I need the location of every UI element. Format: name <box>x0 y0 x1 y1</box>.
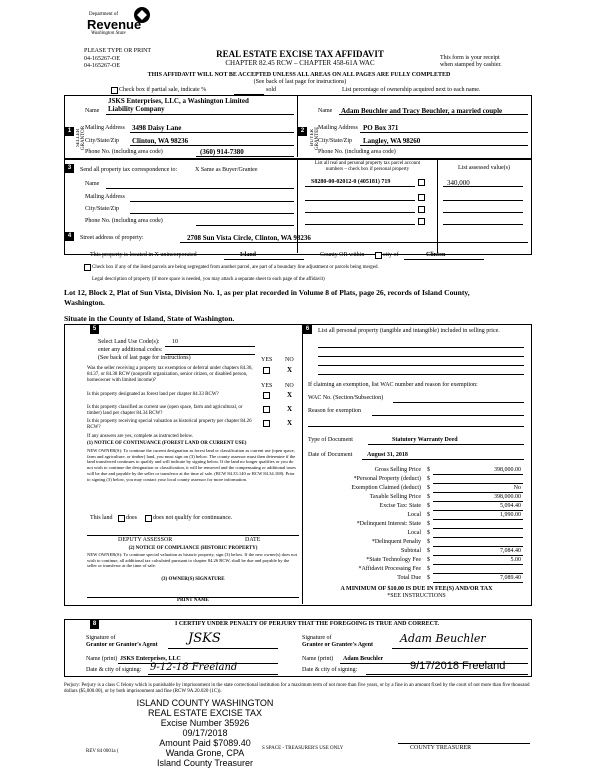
section-1-badge: 1 <box>65 127 74 136</box>
doc-date: August 31, 2018 <box>367 452 408 458</box>
seller-mailing: 3498 Daisy Lane <box>132 124 182 132</box>
parcel-personal-checkbox-2[interactable] <box>418 194 425 201</box>
grantee-date-label: Date & city of signing: <box>302 667 358 673</box>
q3-no-answer: X <box>287 405 293 413</box>
segregated-label: Check box if any of the listed parcels are being segregated from another parcel, are part of a boundary line adjustment or parcels being merged. <box>92 265 379 270</box>
tax-table <box>303 466 529 583</box>
q2-yes-checkbox[interactable] <box>263 392 270 399</box>
stamp-line-6: Wanda Grone, CPA <box>165 748 245 758</box>
tax-row <box>303 466 529 475</box>
section-3-badge: 3 <box>65 164 74 173</box>
buyer-city: Langley, WA 98260 <box>363 137 421 145</box>
land-use-code: 10 <box>172 339 178 345</box>
buyer-mailing: PO Box 371 <box>363 124 399 132</box>
tax-row-value: 7,084.40 <box>500 548 521 554</box>
tax-row-value: 7,089.40 <box>500 575 521 581</box>
partial-sale-label: Check box if partial sale, indicate % <box>119 87 207 93</box>
dor-logo <box>83 6 153 46</box>
q1-no-answer: X <box>287 366 293 374</box>
dept-line: Department of <box>89 12 119 17</box>
section-5-badge: 5 <box>90 325 99 334</box>
yes-header-1: YES <box>261 357 273 363</box>
tax-row-label: *Delinquent Interest: State <box>356 521 421 527</box>
this-land-label: This land <box>90 515 113 521</box>
seller-city: Clinton, WA 98236 <box>132 137 189 145</box>
tax-row <box>303 547 529 556</box>
parcel-number: S8280-00-02012-0 (405181) 719 <box>311 179 391 185</box>
does-label: does <box>126 515 137 521</box>
tax-row <box>303 502 529 511</box>
stamp-line-3: Excise Number 35926 <box>160 718 250 728</box>
see-instructions: *SEE INSTRUCTIONS <box>387 593 446 599</box>
street-label: Street address of property: <box>80 235 144 241</box>
doc-date-label: Date of Document <box>308 452 353 458</box>
seller-side-label: SELLER GRANTOR <box>76 125 86 151</box>
s5-see-back: (See back of last page for instructions) <box>98 355 191 361</box>
form-subtitle: CHAPTER 82.45 RCW – CHAPTER 458-61A WAC <box>225 59 375 67</box>
exemption-claim-label: If claiming an exemption, list WAC number and reason for exemption: <box>308 382 478 388</box>
city-value: Clinton <box>426 252 446 258</box>
grantor-date-city: 9-12-18 Freeland <box>150 662 238 673</box>
grantor-name: JSKS Enterprises, LLC <box>120 656 181 662</box>
notice-1-title: (1) NOTICE OF CONTINUANCE (FOREST LAND OR CURRENT USE) <box>87 441 247 446</box>
q3-yes-checkbox[interactable] <box>263 406 270 413</box>
tax-row-currency: $ <box>427 512 430 518</box>
tax-row-value: 5.00 <box>510 557 521 563</box>
county-or-within-label: County OR within <box>320 252 365 258</box>
treasurer-stamp <box>120 698 290 768</box>
tax-row-label: *Delinquent Penalty <box>371 539 421 545</box>
dept-name: Revenue <box>87 17 142 32</box>
reason-label: Reason for exemption <box>308 408 361 414</box>
tax-row-currency: $ <box>427 557 430 563</box>
seller-city-label: City/State/Zip <box>85 138 119 144</box>
partial-sale-checkbox[interactable] <box>111 87 118 94</box>
s3-name-label: Name <box>85 181 100 187</box>
city-of-label: city of <box>383 252 399 258</box>
question-2: Is this property designated as forest land per chapter 84.33 RCW? <box>87 392 219 397</box>
tax-row-label: Local <box>407 512 421 518</box>
grantee-date-city: 9/17/2018 Freeland <box>410 660 506 672</box>
list-percentage: List percentage of ownership acquired next to each name. <box>342 87 481 93</box>
dept-state: Washington State <box>91 31 126 36</box>
tax-row-currency: $ <box>427 575 430 581</box>
legal-desc-line1: Lot 12, Block 2, Plat of Sun Vista, Division No. 1, as per plat recorded in Volume 8 of Plats, page 26, records of Island County, <box>64 288 470 297</box>
certify-statement: I CERTIFY UNDER PENALTY OF PERJURY THAT THE FOREGOING IS TRUE AND CORRECT. <box>175 621 440 627</box>
form-code-1: 04-165267-OE <box>84 56 120 62</box>
tax-row-currency: $ <box>427 494 430 500</box>
if-yes-instruction: If any answers are yes, complete as instructed below. <box>87 434 194 439</box>
grantor-signature: JSKS <box>188 631 221 646</box>
tax-row-label: Excise Tax: State <box>379 503 421 509</box>
tax-row-label: Gross Selling Price <box>374 467 421 473</box>
receipt-note-1: This form is your receipt <box>440 55 500 61</box>
seller-name-line2: Liability Company <box>108 105 165 113</box>
county-value: Island <box>240 252 257 258</box>
s3-mailing-label: Mailing Address <box>85 194 125 200</box>
grantor-name-label: Name (print) <box>86 656 118 662</box>
county-treasurer-label: COUNTY TREASURER <box>410 745 472 751</box>
grantee-sig-label-2: Grantee or Grantee's Agent <box>302 642 374 648</box>
grantee-signature: Adam Beuchler <box>400 632 486 645</box>
tax-row-value: 5,094.40 <box>500 503 521 509</box>
send-correspondence-label: Send all property tax correspondence to: <box>80 167 178 173</box>
assessed-header: List assessed value(s) <box>458 165 510 171</box>
owner-signature-label: (3) OWNER(S) SIGNATURE <box>161 577 225 582</box>
tax-row <box>303 529 529 538</box>
tax-row <box>303 484 529 493</box>
tax-row-currency: $ <box>427 476 430 482</box>
tax-row <box>303 475 529 484</box>
parcel-personal-checkbox-1[interactable] <box>418 179 425 186</box>
seller-mailing-label: Mailing Address <box>85 125 125 131</box>
doc-type-label: Type of Document <box>308 437 353 443</box>
q4-no-answer: X <box>287 419 293 427</box>
tax-row-label: Subtotal <box>400 548 421 554</box>
tax-row-currency: $ <box>427 521 430 527</box>
tax-row-label: *Affidavit Processing Fee <box>358 566 421 572</box>
tax-row-value: 398,000.00 <box>494 494 521 500</box>
deputy-date-label: DATE <box>245 537 261 543</box>
tax-row-currency: $ <box>427 530 430 536</box>
form-title: REAL ESTATE EXCISE TAX AFFIDAVIT <box>216 49 384 59</box>
stamp-line-2: REAL ESTATE EXCISE TAX <box>147 708 263 718</box>
no-header-1: NO <box>285 357 294 363</box>
does-not-label: does not qualify for continuance. <box>153 515 233 521</box>
located-label: This property is located in X unincorporated <box>90 252 197 258</box>
tax-row-currency: $ <box>427 503 430 509</box>
grantee-name: Adam Beuchler <box>343 656 384 662</box>
s3-phone-label: Phone No. (including area code) <box>85 218 163 224</box>
buyer-mailing-label: Mailing Address <box>318 125 358 131</box>
buyer-side-label: BUYER GRANTEE <box>310 126 320 150</box>
segregated-checkbox[interactable] <box>84 264 91 271</box>
tax-row-value: 398,000.00 <box>494 467 521 473</box>
tax-row-label: *Personal Property (deduct) <box>353 476 421 482</box>
grantor-date-label: Date & city of signing: <box>86 667 142 673</box>
grantee-sig-label-1: Signature of <box>302 635 332 641</box>
tax-row <box>303 511 529 520</box>
tax-row-label: Taxable Selling Price <box>369 494 421 500</box>
tax-row <box>303 565 529 574</box>
doc-type: Statutory Warranty Deed <box>392 437 458 443</box>
form-warning: THIS AFFIDAVIT WILL NOT BE ACCEPTED UNLESS ALL AREAS ON ALL PAGES ARE FULLY COMPLETED <box>147 72 451 78</box>
question-3: Is this property classified as current use (open space, farm and agricultural, or timber) land per chapter 84.34 RCW? <box>87 405 243 416</box>
grantor-sig-label-1: Signature of <box>86 635 116 641</box>
parcel-personal-checkbox-3[interactable] <box>418 206 425 213</box>
legal-desc-line2: Washington. <box>64 298 105 307</box>
seller-phone-label: Phone No. (including area code) <box>85 149 163 155</box>
wac-label: WAC No. (Section/Subsection) <box>308 395 384 401</box>
additional-codes-label: enter any additional codes: <box>98 347 163 353</box>
section-8-badge: 8 <box>90 620 99 629</box>
buyer-city-label: City/State/Zip <box>318 138 352 144</box>
buyer-name: Adam Beuchler and Tracy Beuchler, a married couple <box>341 107 503 115</box>
tax-row <box>303 493 529 502</box>
stamp-line-4: 09/17/2018 <box>182 728 228 738</box>
tax-row-currency: $ <box>427 548 430 554</box>
notice-2-title: (2) NOTICE OF COMPLIANCE (HISTORIC PROPERTY) <box>128 546 258 551</box>
tax-row-currency: $ <box>427 467 430 473</box>
tax-row-value: 1,990.00 <box>500 512 521 518</box>
notice-2-text: NEW OWNER(S): To continue special valuation as historic property, sign (3) below. If the new owner(s) does not wish to continue, all additional tax calculated pursuant to chapter 84.26 RCW, shall be due and payable by the seller or transferor at the time of sale. <box>87 552 298 569</box>
q2-no-answer: X <box>287 391 293 399</box>
tax-row <box>303 574 529 583</box>
stamp-line-5: Amount Paid $7089.40 <box>159 738 251 748</box>
tax-row-currency: $ <box>427 485 430 491</box>
tax-row-label: Total Due <box>397 575 421 581</box>
sold-label: sold <box>266 87 277 93</box>
print-name-label: PRINT NAME <box>177 598 209 603</box>
tax-row-label: Local <box>407 530 421 536</box>
receipt-note-2: when stamped by cashier. <box>440 62 502 68</box>
tax-row-currency: $ <box>427 566 430 572</box>
minimum-due: A MINIMUM OF $10.00 IS DUE IN FEE(S) AND/OR TAX <box>340 586 493 592</box>
parcel-header-1: List all real and personal property tax parcel account <box>314 161 421 166</box>
legal-desc-label: Legal description of property (if more space is needed, you may attach a separate sheet to each page of the affidavit) <box>92 277 325 282</box>
seller-phone: (360) 914-7380 <box>200 148 244 156</box>
yes-header-2: YES <box>261 383 273 389</box>
tax-row-label: Exemption Claimed (deduct) <box>351 485 421 491</box>
seller-name-label: Name <box>85 108 100 114</box>
buyer-name-label: Name <box>318 108 333 114</box>
situate-line: Situate in the County of Island, State of Washington. <box>64 314 235 323</box>
section-4-badge: 4 <box>65 232 74 241</box>
stamp-line-1: ISLAND COUNTY WASHINGTON <box>136 698 274 708</box>
seller-name-line1: JSKS Enterprises, LLC, a Washington Limited <box>108 97 249 105</box>
parcel-header-2: numbers – check box if personal property <box>325 167 410 172</box>
rev-code: REV 84 0001a ( <box>86 749 119 754</box>
tax-row <box>303 556 529 565</box>
tax-row-label: *State Technology Fee <box>366 557 421 563</box>
tax-row <box>303 538 529 547</box>
question-1: Was the seller receiving a property tax exemption or deferral under chapters 84.36, 84.37, or 84.38 RCW (nonprofit organization, senior citizen, or disabled person, homeowner with limited income)? <box>87 366 253 383</box>
same-as-buyer: X Same as Buyer/Grantee <box>195 167 258 173</box>
see-back-top: (See back of last page for instructions) <box>253 79 347 85</box>
land-use-label: Select Land Use Code(s): <box>98 339 160 345</box>
stamp-line-7: Island County Treasurer <box>156 758 254 768</box>
q4-yes-checkbox[interactable] <box>263 420 270 427</box>
personal-property-label: List all personal property (tangible and intangible) included in selling price. <box>318 328 500 334</box>
q1-yes-checkbox[interactable] <box>263 367 270 374</box>
section-2-badge: 2 <box>298 127 307 136</box>
s3-city-label: City/State/Zip <box>85 206 119 212</box>
question-4: Is this property receiving special valuation as historical property per chapter 84.26 RCW? <box>87 419 252 430</box>
section-6-badge: 6 <box>303 325 312 334</box>
notice-1-text: NEW OWNER(S): To continue the current designation as forest land or classification as current use (open space, farm and agriculture, or timber) land, you must sign on (3) below. The county assessor must then determine if the land transferred continues to qualify and will indicate by signing below. If the land no longer qualifies or you do not wish to continue the designation or classification, it will be removed and the compensating or additional taxes will be due and payable by the seller or transferor at the time of sale. (RCW 84.33.140 or RCW 84.34.108). Prior to signing (3) below, you may contact your local county assessor for more information. <box>87 448 296 482</box>
street-address: 2708 Sun Vista Circle, Clinton, WA 98236 <box>187 234 311 242</box>
grantee-name-label: Name (print) <box>302 656 334 662</box>
no-header-2: NO <box>285 383 294 389</box>
tax-row-value: No <box>513 485 521 491</box>
type-or-print: PLEASE TYPE OR PRINT <box>84 48 152 54</box>
land-does-not-checkbox[interactable] <box>145 515 152 522</box>
land-does-checkbox[interactable] <box>118 515 125 522</box>
assessed-value: 340,000 <box>447 179 470 187</box>
deputy-assessor-label: DEPUTY ASSESSOR <box>118 537 173 543</box>
form-code-2: 04-165267-OE <box>84 63 120 69</box>
parcel-personal-checkbox-4[interactable] <box>418 218 425 225</box>
within-city-checkbox[interactable] <box>375 252 382 259</box>
tax-row <box>303 520 529 529</box>
grantor-sig-label-2: Grantor or Grantor's Agent <box>86 642 158 648</box>
buyer-phone-label: Phone No. (including area code) <box>318 149 396 155</box>
treasurer-use-only: S SPACE - TREASURER'S USE ONLY <box>262 746 344 751</box>
tax-row-currency: $ <box>427 539 430 545</box>
perjury-notice: Perjury: Perjury is a class C felony which is punishable by imprisonment in the state correctional institution for a maximum term of not more than five years, or by a fine in an amount fixed by the court of not more than five thousand dollars ($5,000.00), or by both imprisonment and fine (RCW 9A.20.020 (1C)). <box>64 683 530 694</box>
